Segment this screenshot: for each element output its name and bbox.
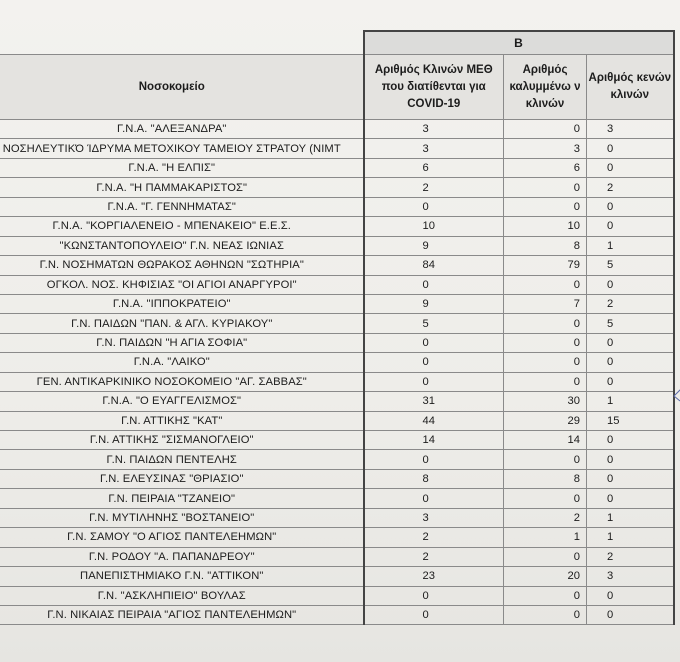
empty-beds-cell: 1 (587, 236, 674, 255)
table-row (0, 275, 674, 294)
table-row (0, 528, 674, 547)
hospital-name-cell: Γ.Ν. ΑΤΤΙΚΗΣ "ΚΑΤ" (0, 411, 364, 430)
section-b-label: B (364, 31, 674, 55)
occupied-beds-cell: 0 (504, 450, 587, 469)
icu-beds-cell: 0 (364, 333, 504, 352)
table-row (0, 178, 674, 197)
empty-beds-cell: 0 (587, 469, 674, 488)
icu-beds-cell: 9 (364, 294, 504, 313)
occupied-beds-cell: 0 (504, 197, 587, 216)
occupied-beds-cell: 7 (504, 294, 587, 313)
occupied-beds-column-header: Αριθμός καλυμμένω ν κλινών (504, 55, 587, 120)
icu-beds-cell: 9 (364, 236, 504, 255)
icu-beds-cell: 0 (364, 489, 504, 508)
hospital-name-cell: "ΚΩΝΣΤΑΝΤΟΠΟΥΛΕΙΟ" Γ.Ν. ΝΕΑΣ ΙΩΝΙΑΣ (0, 236, 364, 255)
table-row (0, 256, 674, 275)
hospital-name-cell: ΟΓΚΟΛ. ΝΟΣ. ΚΗΦΙΣΙΑΣ "ΟΙ ΑΓΙΟΙ ΑΝΑΡΓΥΡΟΙ" (0, 275, 364, 294)
hospital-name-cell: Γ.Ν. ΠΑΙΔΩΝ ΠΕΝΤΕΛΗΣ (0, 450, 364, 469)
table-row (0, 353, 674, 372)
empty-beds-cell: 0 (587, 489, 674, 508)
table-row (0, 392, 674, 411)
icu-beds-cell: 2 (364, 178, 504, 197)
empty-beds-cell: 2 (587, 547, 674, 566)
icu-beds-cell: 14 (364, 431, 504, 450)
empty-beds-cell: 1 (587, 508, 674, 527)
hospital-name-cell: Γ.Ν.Α. "Γ. ΓΕΝΝΗΜΑΤΑΣ" (0, 197, 364, 216)
hospital-column-header: Νοσοκομείο (0, 55, 364, 120)
table-row (0, 547, 674, 566)
empty-beds-cell: 5 (587, 314, 674, 333)
occupied-beds-cell: 6 (504, 158, 587, 177)
hospital-name-cell: Γ.Ν.Α. "ΛΑΙΚΟ" (0, 353, 364, 372)
hospital-name-cell: Γ.Ν.Α. "ΙΠΠΟΚΡΑΤΕΙΟ" (0, 294, 364, 313)
table-row (0, 372, 674, 391)
table-row (0, 586, 674, 605)
icu-beds-cell: 31 (364, 392, 504, 411)
table-row (0, 333, 674, 352)
hospital-name-cell: Γ.Ν. ΜΥΤΙΛΗΝΗΣ "ΒΟΣΤΑΝΕΙΟ" (0, 508, 364, 527)
empty-beds-cell: 15 (587, 411, 674, 430)
occupied-beds-cell: 3 (504, 139, 587, 158)
occupied-beds-cell: 1 (504, 528, 587, 547)
icu-beds-cell: 0 (364, 372, 504, 391)
table-row (0, 197, 674, 216)
empty-beds-cell: 0 (587, 217, 674, 236)
empty-beds-cell: 0 (587, 139, 674, 158)
empty-beds-column-header: Αριθμός κενών κλινών (587, 55, 674, 120)
hospital-name-cell: Γ.Ν.Α. "Η ΠΑΜΜΑΚΑΡΙΣΤΟΣ" (0, 178, 364, 197)
icu-beds-cell: 84 (364, 256, 504, 275)
empty-beds-cell: 3 (587, 120, 674, 139)
icu-beds-column-header: Αριθμός Κλινών ΜΕΘ που διατίθενται για COVID-19 (364, 55, 504, 120)
table-row (0, 158, 674, 177)
icu-beds-cell: 0 (364, 605, 504, 624)
icu-beds-cell: 3 (364, 139, 504, 158)
hospital-name-cell: Γ.Ν.Α. "ΚΟΡΓΙΑΛΕΝΕΙΟ - ΜΠΕΝΑΚΕΙΟ" Ε.Ε.Σ. (0, 217, 364, 236)
occupied-beds-cell: 0 (504, 314, 587, 333)
hospital-name-cell: Γ.Ν. ΕΛΕΥΣΙΝΑΣ "ΘΡΙΑΣΙΟ" (0, 469, 364, 488)
occupied-beds-cell: 79 (504, 256, 587, 275)
occupied-beds-cell: 14 (504, 431, 587, 450)
occupied-beds-cell: 0 (504, 586, 587, 605)
icu-beds-cell: 23 (364, 567, 504, 586)
empty-beds-cell: 0 (587, 353, 674, 372)
occupied-beds-cell: 0 (504, 120, 587, 139)
hospital-name-cell: Γ.Ν. ΠΑΙΔΩΝ "ΠΑΝ. & ΑΓΛ. ΚΥΡΙΑΚΟΥ" (0, 314, 364, 333)
icu-beds-cell: 10 (364, 217, 504, 236)
hospital-name-cell: ΓΕΝ. ΑΝΤΙΚΑΡΚΙΝΙΚΟ ΝΟΣΟΚΟΜΕΙΟ "ΑΓ. ΣΑΒΒΑΣ" (0, 372, 364, 391)
table-row (0, 314, 674, 333)
occupied-beds-cell: 0 (504, 275, 587, 294)
icu-beds-cell: 0 (364, 275, 504, 294)
table-row (0, 508, 674, 527)
table-row (0, 489, 674, 508)
hospital-name-cell: Γ.Ν. ΠΑΙΔΩΝ "Η ΑΓΙΑ ΣΟΦΙΑ" (0, 333, 364, 352)
table-row (0, 294, 674, 313)
empty-beds-cell: 1 (587, 528, 674, 547)
icu-beds-cell: 3 (364, 120, 504, 139)
occupied-beds-cell: 8 (504, 469, 587, 488)
icu-beds-cell: 0 (364, 586, 504, 605)
empty-beds-cell: 0 (587, 197, 674, 216)
occupied-beds-cell: 2 (504, 508, 587, 527)
hospital-name-cell: Γ.Ν. "ΑΣΚΛΗΠΙΕΙΟ" ΒΟΥΛΑΣ (0, 586, 364, 605)
icu-beds-table (0, 30, 675, 625)
icu-beds-cell: 0 (364, 353, 504, 372)
hospital-name-cell: Γ.Ν. ΡΟΔΟΥ "Α. ΠΑΠΑΝΔΡΕΟΥ" (0, 547, 364, 566)
icu-beds-cell: 0 (364, 197, 504, 216)
occupied-beds-cell: 30 (504, 392, 587, 411)
empty-beds-cell: 0 (587, 372, 674, 391)
table-row (0, 605, 674, 624)
pen-mark (672, 388, 680, 402)
empty-beds-cell: 0 (587, 450, 674, 469)
occupied-beds-cell: 10 (504, 217, 587, 236)
table-row (0, 236, 674, 255)
hospital-name-cell: Γ.Ν.Α. "Η ΕΛΠΙΣ" (0, 158, 364, 177)
occupied-beds-cell: 29 (504, 411, 587, 430)
icu-beds-cell: 44 (364, 411, 504, 430)
empty-beds-cell: 0 (587, 431, 674, 450)
hospital-name-cell: Γ.Ν. ΠΕΙΡΑΙΑ "ΤΖΑΝΕΙΟ" (0, 489, 364, 508)
hospital-name-cell: Γ.Ν.Α. "ΑΛΕΞΑΝΔΡΑ" (0, 120, 364, 139)
icu-beds-cell: 2 (364, 547, 504, 566)
icu-beds-cell: 3 (364, 508, 504, 527)
table-row (0, 469, 674, 488)
empty-beds-cell: 0 (587, 586, 674, 605)
occupied-beds-cell: 0 (504, 605, 587, 624)
occupied-beds-cell: 0 (504, 489, 587, 508)
hospital-name-cell: Γ.Ν. ΣΑΜΟΥ "Ο ΑΓΙΟΣ ΠΑΝΤΕΛΕΗΜΩΝ" (0, 528, 364, 547)
table-body (0, 120, 674, 625)
table-row (0, 139, 674, 158)
empty-beds-cell: 3 (587, 567, 674, 586)
table-row (0, 411, 674, 430)
empty-beds-cell: 2 (587, 178, 674, 197)
empty-beds-cell: 2 (587, 294, 674, 313)
hospital-name-cell: ΠΑΝΕΠΙΣΤΗΜΙΑΚΟ Γ.Ν. "ΑΤΤΙΚΟΝ" (0, 567, 364, 586)
occupied-beds-cell: 0 (504, 333, 587, 352)
icu-beds-cell: 5 (364, 314, 504, 333)
table-row (0, 431, 674, 450)
header-blank (0, 31, 364, 55)
occupied-beds-cell: 0 (504, 178, 587, 197)
empty-beds-cell: 0 (587, 605, 674, 624)
table-row (0, 450, 674, 469)
table-row (0, 120, 674, 139)
empty-beds-cell: 0 (587, 158, 674, 177)
icu-beds-cell: 0 (364, 450, 504, 469)
empty-beds-cell: 0 (587, 333, 674, 352)
icu-beds-cell: 2 (364, 528, 504, 547)
hospital-name-cell: Γ.Ν. ΑΤΤΙΚΗΣ "ΣΙΣΜΑΝΟΓΛΕΙΟ" (0, 431, 364, 450)
empty-beds-cell: 1 (587, 392, 674, 411)
table-row (0, 567, 674, 586)
icu-beds-cell: 6 (364, 158, 504, 177)
column-header-row (0, 55, 674, 120)
icu-beds-cell: 8 (364, 469, 504, 488)
occupied-beds-cell: 20 (504, 567, 587, 586)
occupied-beds-cell: 0 (504, 353, 587, 372)
occupied-beds-cell: 0 (504, 372, 587, 391)
hospital-name-cell: Γ.Ν. ΝΙΚΑΙΑΣ ΠΕΙΡΑΙΑ "ΑΓΙΟΣ ΠΑΝΤΕΛΕΗΜΩΝ" (0, 605, 364, 624)
hospital-name-cell: ΝΟΣΗΛΕΥΤΙΚΌ ΊΔΡΥΜΑ ΜΕΤΟΧΙΚΟΥ ΤΑΜΕΙΟΥ ΣΤΡΑΤΟΥ (ΝΙΜΤ (0, 139, 364, 158)
hospital-name-cell: Γ.Ν. ΝΟΣΗΜΑΤΩΝ ΘΩΡΑΚΟΣ ΑΘΗΝΩΝ "ΣΩΤΗΡΙΑ" (0, 256, 364, 275)
empty-beds-cell: 0 (587, 275, 674, 294)
occupied-beds-cell: 0 (504, 547, 587, 566)
occupied-beds-cell: 8 (504, 236, 587, 255)
hospital-name-cell: Γ.Ν.Α. "Ο ΕΥΑΓΓΕΛΙΣΜΟΣ" (0, 392, 364, 411)
section-header-row (0, 31, 674, 55)
empty-beds-cell: 5 (587, 256, 674, 275)
table-row (0, 217, 674, 236)
